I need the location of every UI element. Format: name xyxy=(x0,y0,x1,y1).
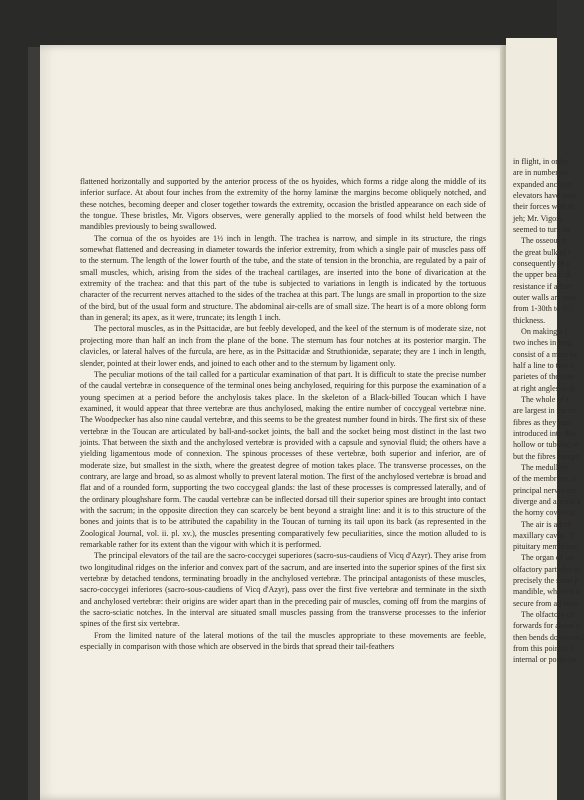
next-page-line: thickness. xyxy=(513,315,546,325)
paragraph-lateral-motions: From the limited nature of the lateral motions of the tail the muscles appropriate to these movements are feeble, especially in comparison with those which are observed in the birds that spread their tail-feathers xyxy=(80,630,486,652)
paragraph-tongue: flattened horizontally and supported by the anterior process of the os hyoides, which forms a ridge along the middle of its inferior surface. At about four inches from the extremity of the horny laminæ the margins become obliquely notched, and these notches, becoming deeper and closer together towards the extremity, occasion the bristled appearance on each side of the tongue. These bristles, Mr. Vigors observes, were generally applied to the morsels of food whilst held between the mandibles previously to being swallowed. xyxy=(80,177,486,232)
next-page-line: diverge and ascend a xyxy=(513,496,581,506)
book-edge-left xyxy=(28,47,40,800)
next-page-line: the horny covering. xyxy=(513,508,577,518)
next-page-partial xyxy=(506,38,584,800)
next-page-line: secure from all injur xyxy=(513,598,579,608)
next-page-line: mandible, where it is xyxy=(513,587,581,597)
next-page-line: consist of a most be xyxy=(513,349,578,359)
next-page-line: outer walls are mea xyxy=(513,292,577,302)
next-page-line: introduced into this xyxy=(513,428,576,438)
main-page-body-text xyxy=(80,176,486,652)
next-page-line: jeh; Mr. Vigors xyxy=(513,213,563,223)
next-page-line: of the membrane, a xyxy=(513,474,576,484)
next-page-line: two inches in leng xyxy=(513,338,573,348)
next-page-line: pituitary membrane, xyxy=(513,542,579,552)
next-page-line: then bends downward xyxy=(513,632,584,642)
next-page-line: hollow or tubular, w xyxy=(513,440,579,450)
next-page-line: are in number tw xyxy=(513,168,569,178)
next-page-line: elevators have raise xyxy=(513,190,577,200)
next-page-line: consequently of a xyxy=(513,258,571,268)
next-page-line: from 1-30th to 1-2 xyxy=(513,304,574,314)
paragraph-cornua-trachea: The cornua of the os hyoides are 1½ inch in length. The trachea is narrow, and simple in its structure, the rings somewhat flattened and decreasing in diameter towards the inferior extremity, from which a single pair of muscles pass off to the sternum. The length of the lower fourth of the tube, and the state of tension in the bronchia, are regulated by a pair of small muscles, which, arising from the sides of the tracheal cartilages, are inserted into the bone of divarication at the extremity of the trachea: and that this part of the tube is subjected to variations in length is indicated by the tortuous character of the recurrent nerves attached to the sides of the trachea at this part. The lungs are small in proportion to the size of the bird, but of the usual form and structure. The abdominal air-cells are of small size. The heart is of a more oblong form than in general; its apex, as it were, truncate; its length 1 inch. xyxy=(80,233,486,323)
next-page-line: in flight, in order xyxy=(513,157,569,166)
next-page-line: their forces with th xyxy=(513,202,575,212)
next-page-line: expanded anchylo xyxy=(513,179,572,189)
paragraph-caudal-vertebrae: The peculiar motions of the tail called for a particular examination of that part. It is difficult to state the precise number of the caudal vertebræ in consequence of the terminal ones being anchylosed, requiring for this purpose the examination of a young specimen at a period before the anchylosis takes place. In the skeleton of a Black-billed Toucan which I have examined, it would appear that three vertebræ are thus anchylosed, making the entire number of coccygeal vertebræ nine. The Woodpecker has also nine caudal vertebræ, and this seems to be the greatest number found in birds. The first six of these vertebræ in the Toucan are articulated by ball-and-socket joints, the ball and the socket being most distinct in the last two joints. That between the sixth and the anchylosed vertebræ is provided with a capsule and synovial fluid; the others have a yielding ligamentous mode of connexion. The spinous processes of these vertebræ, both superior and inferior, are of moderate size, but smallest in the sixth, where the greatest degree of motion takes place. The transverse processes, on the contrary, are large and broad, so as almost wholly to prevent lateral motion. The first of the anchylosed vertebræ is broad and flat and of a rounded form, supporting the two coccygeal glands: the last of these processes is compressed laterally, and of the ordinary ploughshare form. The caudal vertebræ can be inflected dorsad till their superior spines are brought into contact with the sacrum; in the opposite direction they can scarcely be bent beyond a straight line: and it is to this structure of the bones and joints that is to be attributed the capability in the Toucan of turning its tail upon its back (as represented in the Zoological Journal, vol. ii. pl. xv.), the muscles presenting comparatively few peculiarities, since the motion alluded to is remarkable rather for its extent than the vigour with which it is performed. xyxy=(80,369,486,549)
next-page-line: The whole of t xyxy=(521,394,569,404)
next-page-line: The medullary xyxy=(521,462,569,472)
next-page-line: the upper beak: th xyxy=(513,270,572,280)
next-page-line: but the fibres compo xyxy=(513,451,580,461)
next-page-line: at right angles to th xyxy=(513,383,576,393)
next-page-line: The osseous p xyxy=(521,236,567,246)
paragraph-tail-elevators: The principal elevators of the tail are the sacro-coccygei superiores (sacro-sus-caudiens of Vicq d'Azyr). They arise from two longitudinal ridges on the inferior and convex part of the sacrum, and are inserted into the superior spines of the first six vertebræ by detached tendons, terminating broadly in the anchylosed vertebræ. The principal antagonists of these muscles, sacro-coccygei inferiores (sacro-sous-caudiens of Vicq d'Azyr), pass over the first five vertebræ and terminate in the sixth and anchylosed vertebræ: their origins are wider apart than in the preceding pair of muscles, coming off from the margins of the sacro-sciatic notches. In the interval are situated small muscles passing from the transverse processes to the inferior spines of the first six vertebræ. xyxy=(80,551,486,629)
next-page-line: On making a l xyxy=(521,326,568,336)
next-page-line: precisely the same p xyxy=(513,576,579,586)
next-page-line: are largest in the ce xyxy=(513,406,576,416)
next-page-line: the great bulk of t xyxy=(513,247,571,257)
next-page-line: The organ of sm xyxy=(521,553,575,563)
next-page-line: olfactory particles in xyxy=(513,564,580,574)
next-page-line: fibres as they pass xyxy=(513,417,573,427)
next-page-line: maxillary cavity. T xyxy=(513,530,575,540)
next-page-line: internal or posterior xyxy=(513,655,578,665)
next-page-line: parietes of the min xyxy=(513,372,574,382)
next-page-text xyxy=(513,156,583,666)
next-page-line: half a line to two li xyxy=(513,360,575,370)
next-page-line: principal nerves are xyxy=(513,485,577,495)
next-page-line: The air is admit xyxy=(521,519,573,529)
next-page-line: forwards for about h xyxy=(513,621,580,631)
next-page-line: The olfactory ca xyxy=(521,610,575,620)
next-page-line: resistance if a forc xyxy=(513,281,573,291)
paragraph-pectoral-muscles: The pectoral muscles, as in the Psittacidæ, are but feebly developed, and the keel of the sternum is of moderate size, not projecting more than half an inch from the plane of the bone. The sternum has four notches at its posterior margin. The clavicles, or lateral halves of the furcula, are here, as in the Psittacidæ and Struthionidæ, separate; they are 1 inch in length, slender, pointed at their lower ends, and joined to each other and to the sternum by ligament only. xyxy=(80,324,486,368)
next-page-line: from this point it d xyxy=(513,644,574,654)
next-page-line: seemed to turn as xyxy=(513,224,570,234)
